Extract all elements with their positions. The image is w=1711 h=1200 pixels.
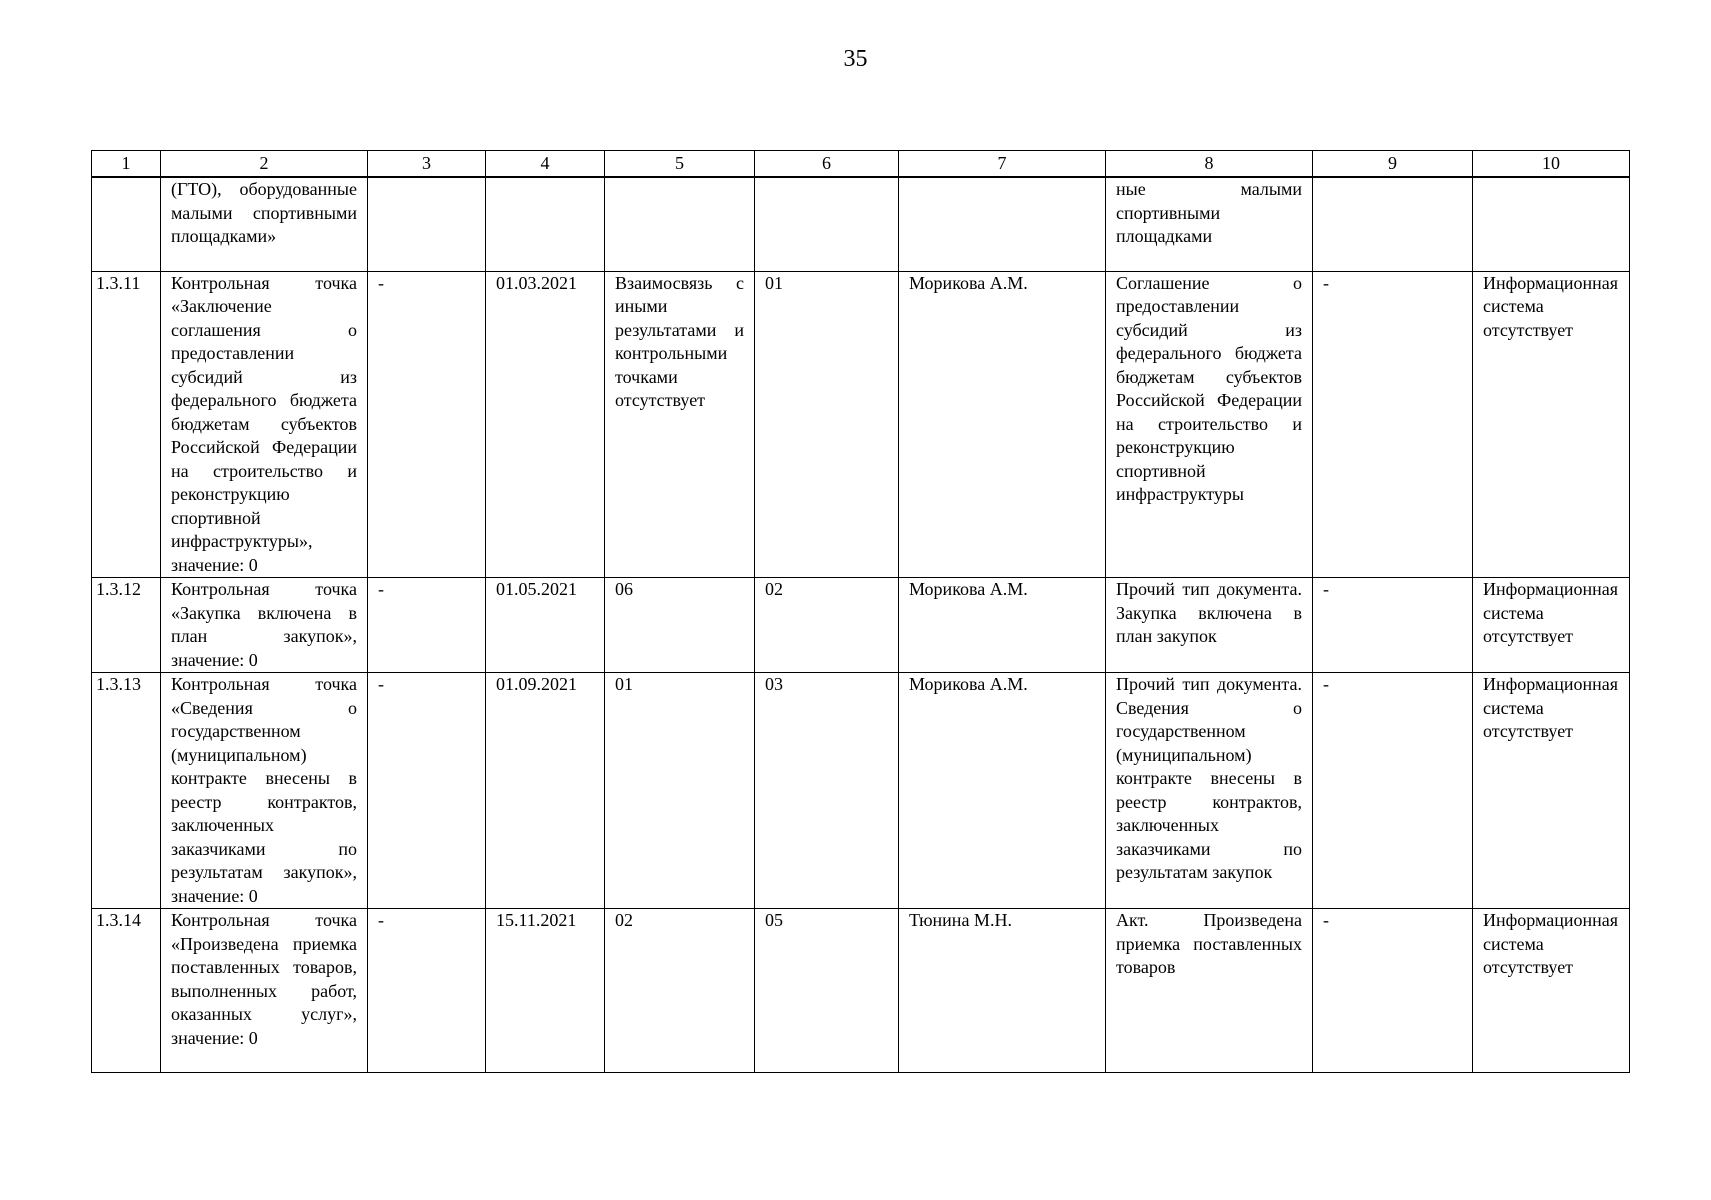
row-col3: -	[368, 673, 486, 909]
table-header	[92, 151, 1630, 178]
table-row	[92, 177, 1630, 271]
row-responsible	[899, 177, 1106, 271]
column-header: 6	[755, 151, 899, 178]
table-row	[92, 271, 1630, 578]
row-relation: 01	[605, 673, 755, 909]
row-relation: Взаимосвязь с иными результатами и контрольными точками отсутствует	[605, 271, 755, 578]
row-info-system	[1473, 177, 1630, 271]
row-responsible: Морикова А.М.	[899, 271, 1106, 578]
row-responsible: Морикова А.М.	[899, 578, 1106, 673]
column-header: 3	[368, 151, 486, 178]
row-name: (ГТО), оборудованные малыми спортивными площадками»	[161, 177, 368, 271]
row-info-system: Информационная система отсутствует	[1473, 271, 1630, 578]
table-body	[92, 177, 1630, 1073]
row-document: ные малыми спортивными площадками	[1106, 177, 1313, 271]
row-col6	[755, 177, 899, 271]
page-number: 35	[843, 46, 868, 72]
row-document: Соглашение о предоставлении субсидий из федерального бюджета бюджетам субъектов Российской Федерации на строительство и реконструкцию спортивной инфраструктуры	[1106, 271, 1313, 578]
column-header: 5	[605, 151, 755, 178]
row-col6: 05	[755, 909, 899, 1073]
table-row	[92, 673, 1630, 909]
row-responsible: Морикова А.М.	[899, 673, 1106, 909]
row-col6: 02	[755, 578, 899, 673]
row-col9: -	[1313, 271, 1473, 578]
row-name: Контрольная точка «Сведения о государственном (муниципальном) контракте внесены в реестр контрактов, заключенных заказчиками по результатам закупок», значение: 0	[161, 673, 368, 909]
column-header: 9	[1313, 151, 1473, 178]
row-document: Прочий тип документа. Сведения о государственном (муниципальном) контракте внесены в реестр контрактов, заключенных заказчиками по результатам закупок	[1106, 673, 1313, 909]
column-header: 7	[899, 151, 1106, 178]
column-header: 2	[161, 151, 368, 178]
row-info-system: Информационная система отсутствует	[1473, 909, 1630, 1073]
row-id: 1.3.13	[92, 673, 161, 909]
row-relation: 06	[605, 578, 755, 673]
row-col3: -	[368, 909, 486, 1073]
row-id: 1.3.12	[92, 578, 161, 673]
row-relation: 02	[605, 909, 755, 1073]
row-col6: 03	[755, 673, 899, 909]
row-date	[486, 177, 605, 271]
row-name: Контрольная точка «Произведена приемка поставленных товаров, выполненных работ, оказанных услуг», значение: 0	[161, 909, 368, 1073]
row-date: 01.05.2021	[486, 578, 605, 673]
row-date: 01.09.2021	[486, 673, 605, 909]
row-responsible: Тюнина М.Н.	[899, 909, 1106, 1073]
table-row	[92, 578, 1630, 673]
row-col9	[1313, 177, 1473, 271]
row-date: 15.11.2021	[486, 909, 605, 1073]
row-id: 1.3.11	[92, 271, 161, 578]
row-name: Контрольная точка «Закупка включена в план закупок», значение: 0	[161, 578, 368, 673]
row-col3: -	[368, 271, 486, 578]
row-name: Контрольная точка «Заключение соглашения о предоставлении субсидий из федерального бюджета бюджетам субъектов Российской Федерации на строительство и реконструкцию спортивной инфраструктуры», значение: 0	[161, 271, 368, 578]
column-header: 1	[92, 151, 161, 178]
control-points-table	[91, 150, 1630, 1073]
table-row	[92, 909, 1630, 1073]
row-col3	[368, 177, 486, 271]
column-header: 4	[486, 151, 605, 178]
row-col9: -	[1313, 673, 1473, 909]
row-info-system: Информационная система отсутствует	[1473, 578, 1630, 673]
row-col6: 01	[755, 271, 899, 578]
row-date: 01.03.2021	[486, 271, 605, 578]
column-header: 8	[1106, 151, 1313, 178]
row-document: Прочий тип документа. Закупка включена в план закупок	[1106, 578, 1313, 673]
row-col3: -	[368, 578, 486, 673]
row-info-system: Информационная система отсутствует	[1473, 673, 1630, 909]
header-row	[92, 151, 1630, 178]
row-id: 1.3.14	[92, 909, 161, 1073]
row-id	[92, 177, 161, 271]
row-document: Акт. Произведена приемка поставленных товаров	[1106, 909, 1313, 1073]
row-col9: -	[1313, 909, 1473, 1073]
row-col9: -	[1313, 578, 1473, 673]
row-relation	[605, 177, 755, 271]
column-header: 10	[1473, 151, 1630, 178]
